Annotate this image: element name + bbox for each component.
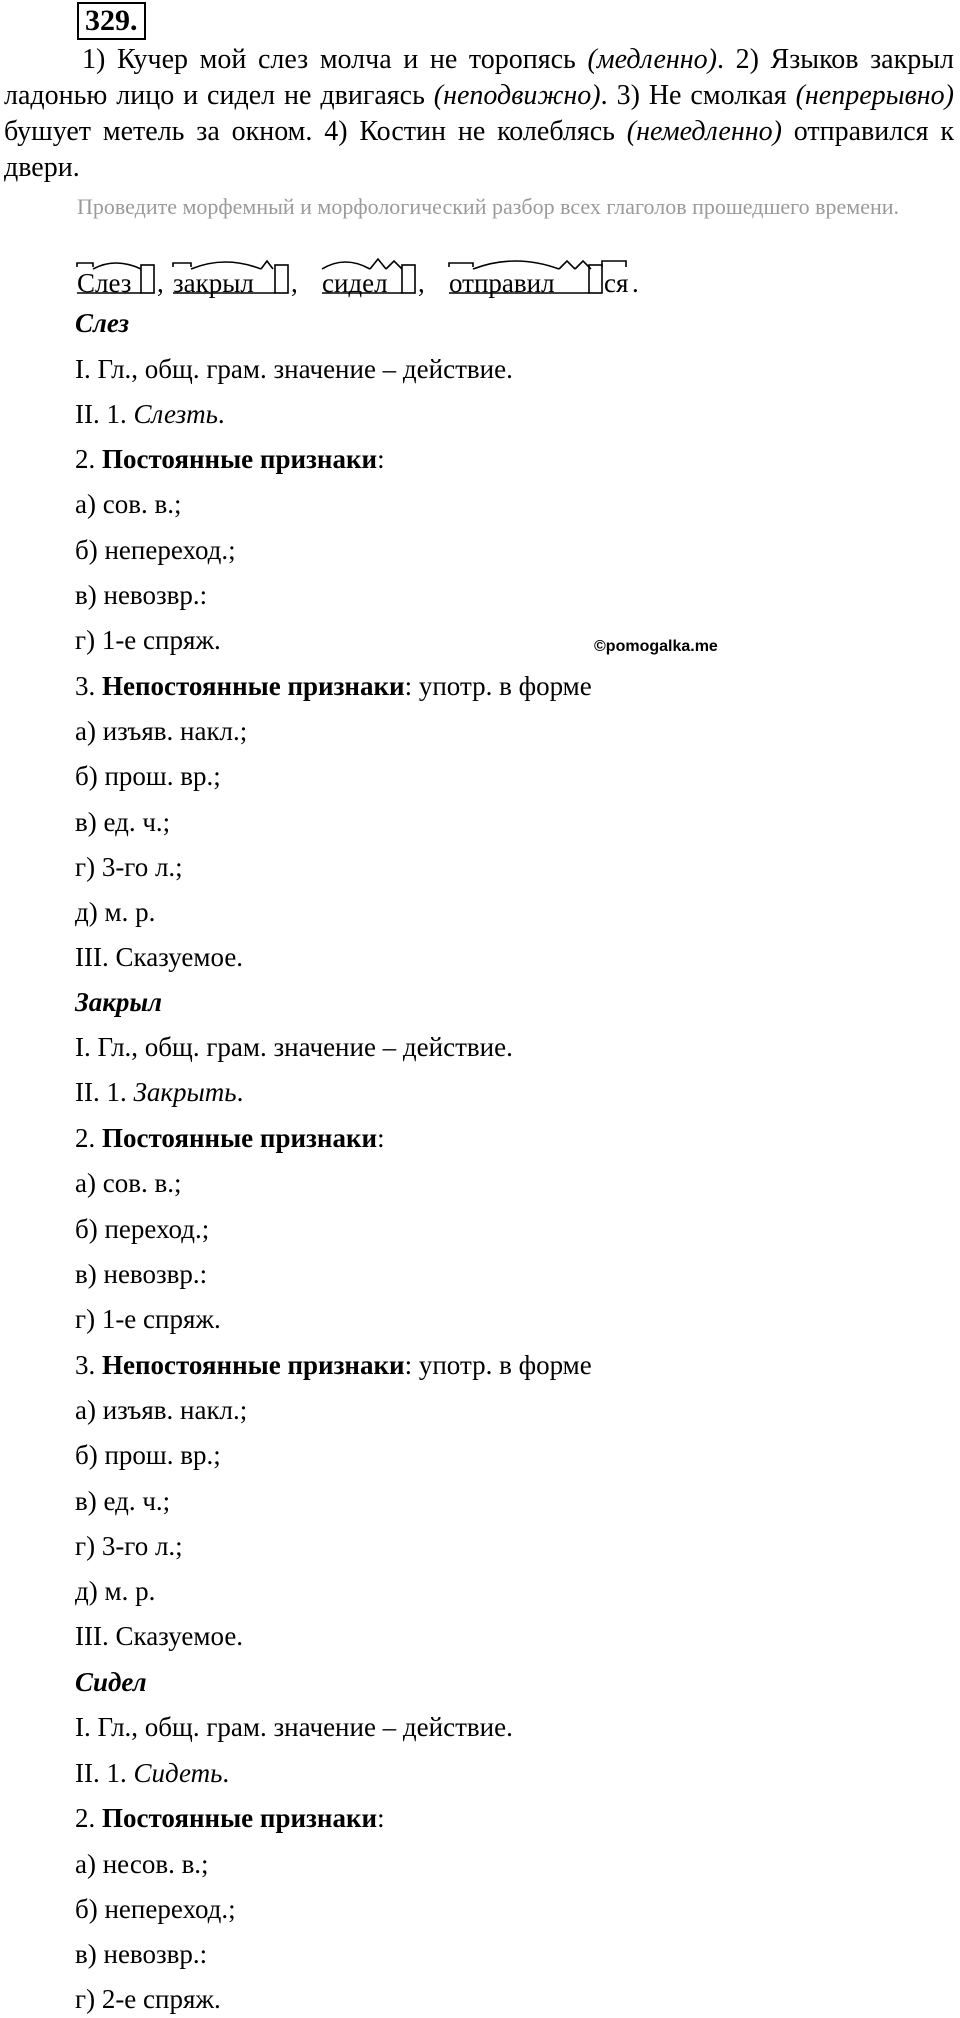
morph-sep: , xyxy=(291,268,298,298)
analysis-line: г) 2-е спряж. xyxy=(75,1984,221,2014)
analysis-line: б) переход.; xyxy=(75,1214,210,1244)
instruction: Проведите морфемный и морфологический разбор всех глаголов прошедшего времени. xyxy=(77,194,900,219)
analysis-line: I. Гл., общ. грам. значение – действие. xyxy=(75,1712,513,1742)
bold-term: Постоянные признаки xyxy=(102,1123,378,1153)
suffix-mark xyxy=(559,261,575,269)
section-heading: Сидел xyxy=(75,1667,147,1697)
morph-word-slez: Слез xyxy=(77,268,132,298)
analysis-line: г) 1-е спряж. xyxy=(75,625,221,655)
analysis-line: а) сов. в.; xyxy=(75,1168,182,1198)
analysis-line: III. Сказуемое. xyxy=(75,942,244,972)
analysis-line xyxy=(75,442,385,476)
analysis-line xyxy=(75,1756,229,1790)
line-end: : xyxy=(377,444,385,474)
analysis-line: б) непереход.; xyxy=(75,1894,236,1924)
analysis-line: б) прош. вр.; xyxy=(75,1440,221,1470)
line-end: : xyxy=(377,1123,385,1153)
text-italic: (немедленно) xyxy=(626,116,782,147)
infinitive: Сидеть xyxy=(133,1758,223,1788)
exercise-number: 329. xyxy=(77,2,146,40)
analysis-line: а) сов. в.; xyxy=(75,489,182,519)
line-prefix: 2. xyxy=(75,1803,102,1833)
bold-term: Постоянные признаки xyxy=(102,444,378,474)
analysis-line: III. Сказуемое. xyxy=(75,1621,244,1651)
morph-word-sidel: сидел xyxy=(322,268,388,298)
infinitive: Закрыть xyxy=(133,1077,237,1107)
line-prefix: 2. xyxy=(75,444,102,474)
line-end: . xyxy=(217,399,225,429)
line-end: : употр. в форме xyxy=(404,1350,592,1380)
analysis-line: в) ед. ч.; xyxy=(75,1486,171,1516)
bold-term: Непостоянные признаки xyxy=(102,671,405,701)
analysis-line xyxy=(75,669,592,703)
text-part: отправился к двери. xyxy=(4,116,954,183)
watermark: ©pomogalka.me xyxy=(594,638,718,655)
line-prefix: 2. xyxy=(75,1123,102,1153)
line-end: : xyxy=(377,1803,385,1833)
exercise-text xyxy=(4,42,954,186)
morph-sep: , xyxy=(157,268,164,298)
line-end: : употр. в форме xyxy=(404,671,592,701)
line-prefix: II. 1. xyxy=(75,1758,134,1788)
morph-postfix: ся xyxy=(604,268,629,298)
ending-box xyxy=(402,265,415,293)
line-prefix: 3. xyxy=(75,1350,102,1380)
infinitive: Слезть xyxy=(133,399,218,429)
text-part: бушует метель за окном. 4) Костин не колеблясь xyxy=(4,116,627,147)
morph-word-zakryl: закрыл xyxy=(173,268,254,298)
analysis-line: д) м. р. xyxy=(75,1576,156,1606)
analysis-line: б) непереход.; xyxy=(75,535,236,565)
morph-word-otpravil: отправил xyxy=(449,268,555,298)
ending-box xyxy=(589,265,602,293)
analysis-line: г) 3-го л.; xyxy=(75,852,183,882)
analysis-line: г) 1-е спряж. xyxy=(75,1304,221,1334)
analysis-line: б) прош. вр.; xyxy=(75,761,221,791)
line-prefix: II. 1. xyxy=(75,399,134,429)
analysis-line: I. Гл., общ. грам. значение – действие. xyxy=(75,354,513,384)
suffix-mark xyxy=(386,261,402,269)
analysis-line: а) изъяв. накл.; xyxy=(75,716,248,746)
line-end: . xyxy=(236,1077,244,1107)
line-prefix: II. 1. xyxy=(75,1077,134,1107)
analysis-line: г) 3-го л.; xyxy=(75,1531,183,1561)
text-part: . 2) Языков закрыл ладонью лицо и сидел не двигаясь xyxy=(4,44,954,111)
text-part: 1) Кучер мой слез молча и не торопясь xyxy=(82,44,588,75)
analysis-line: в) невозвр.: xyxy=(75,580,208,610)
section-heading: Закрыл xyxy=(75,987,163,1017)
text-part: . 3) Не смолкая xyxy=(600,80,796,111)
analysis-line: а) изъяв. накл.; xyxy=(75,1395,248,1425)
text-italic: (медленно) xyxy=(587,44,717,75)
analysis-line xyxy=(75,1075,243,1109)
analysis-line xyxy=(75,1121,385,1155)
analysis-line: в) невозвр.: xyxy=(75,1259,208,1289)
bold-term: Постоянные признаки xyxy=(102,1803,378,1833)
morph-sep: , xyxy=(418,268,425,298)
analysis-line xyxy=(75,1801,385,1835)
morpheme-analysis-line xyxy=(75,253,775,297)
analysis-line xyxy=(75,397,225,431)
line-prefix: 3. xyxy=(75,671,102,701)
analysis-line: а) несов. в.; xyxy=(75,1849,209,1879)
ending-box xyxy=(141,265,154,293)
section-heading: Слез xyxy=(75,308,130,338)
line-end: . xyxy=(222,1758,230,1788)
suffix-mark xyxy=(261,261,273,269)
morph-end: . xyxy=(632,268,639,298)
analysis-line: в) невозвр.: xyxy=(75,1939,208,1969)
ending-box xyxy=(275,265,288,293)
bold-term: Непостоянные признаки xyxy=(102,1350,405,1380)
text-italic: (неподвижно) xyxy=(433,80,601,111)
text-italic: (непрерывно) xyxy=(795,80,954,111)
analysis-line xyxy=(75,1348,592,1382)
analysis-line: д) м. р. xyxy=(75,897,156,927)
analysis-line: в) ед. ч.; xyxy=(75,807,171,837)
analysis-line: I. Гл., общ. грам. значение – действие. xyxy=(75,1032,513,1062)
